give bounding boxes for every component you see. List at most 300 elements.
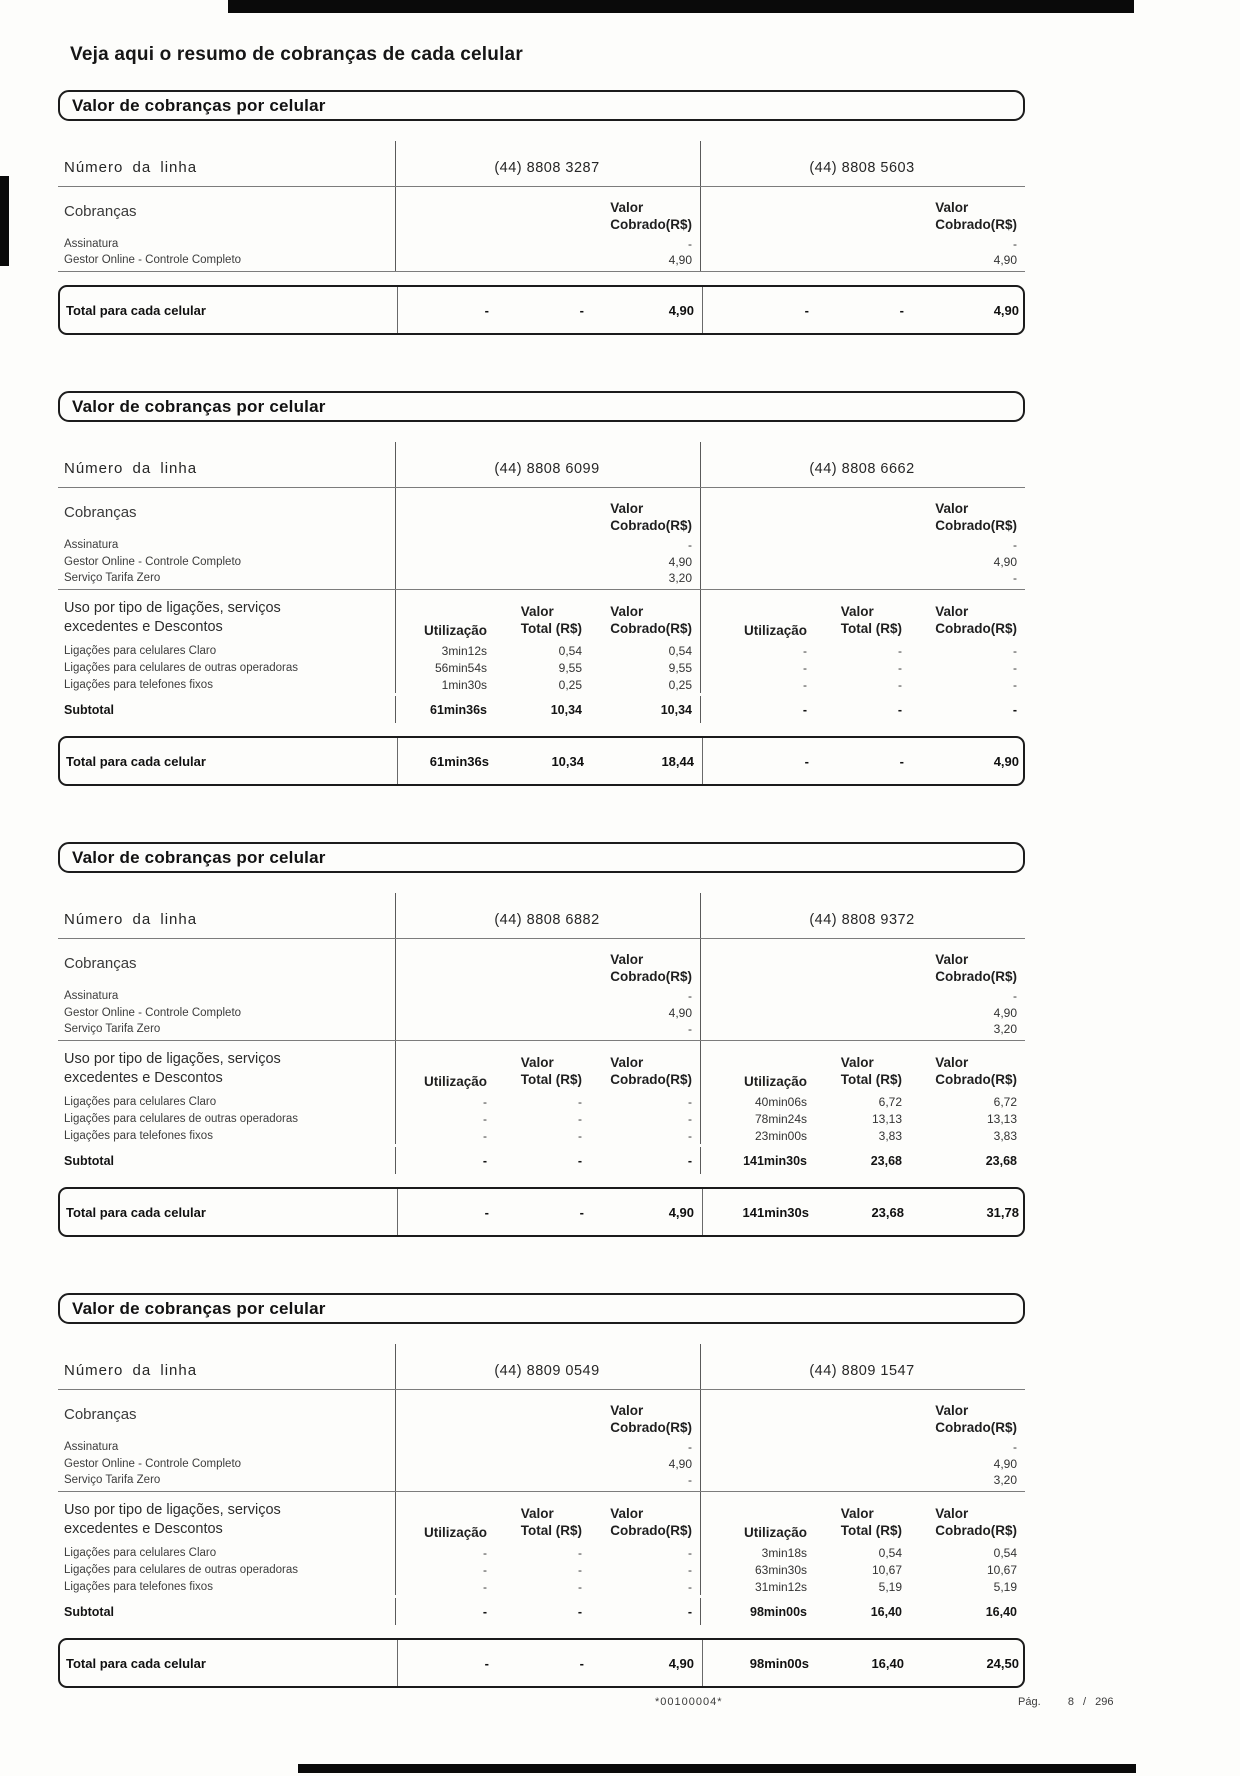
usage-value: 56min54s xyxy=(395,659,495,676)
line-number-row xyxy=(58,893,1025,939)
charge-row xyxy=(58,1438,1025,1455)
scan-artifact-left-strip xyxy=(0,176,9,266)
charge-section-3 xyxy=(58,842,1025,1237)
charge-value: - xyxy=(395,235,700,252)
cobrado-label: Cobrado(R$) xyxy=(610,621,692,637)
cobrado-label: Cobrado(R$) xyxy=(935,217,1017,233)
usage-value: - xyxy=(688,1111,692,1126)
section-title: Valor de cobranças por celular xyxy=(72,95,326,115)
page-title: Veja aqui o resumo de cobranças de cada celular xyxy=(70,44,523,65)
total-row-label: Total para cada celular xyxy=(66,753,206,769)
usage-value: - xyxy=(578,1579,582,1594)
usage-value: 13,13 xyxy=(986,1111,1017,1126)
valor-label: Valor xyxy=(520,604,554,620)
phone-number: (44) 8808 6882 xyxy=(395,893,700,938)
usage-value: 0,25 xyxy=(668,677,692,692)
total-value: 98min00s xyxy=(702,1640,817,1686)
total-row xyxy=(60,1189,1023,1235)
scan-artifact-bottom-bar xyxy=(298,1764,1136,1773)
subtotal-value: - xyxy=(577,1604,582,1619)
charges-table xyxy=(58,893,1025,1174)
charges-header-row xyxy=(58,1390,1025,1438)
charges-table xyxy=(58,1344,1025,1625)
line-number-label: Número da linha xyxy=(64,159,198,176)
charge-value: 4,90 xyxy=(395,1004,700,1021)
usage-value: - xyxy=(688,1545,692,1560)
line-number-label: Número da linha xyxy=(64,1362,198,1379)
usage-value: 10,67 xyxy=(871,1562,902,1577)
usage-row xyxy=(58,1110,1025,1127)
charge-row xyxy=(58,1004,1025,1021)
phone-number: (44) 8808 6662 xyxy=(700,442,1025,487)
usage-value: - xyxy=(688,1094,692,1109)
subtotal-value: 10,34 xyxy=(660,702,692,717)
usage-header-line2: excedentes e Descontos xyxy=(64,1521,223,1538)
phone-number: (44) 8808 6099 xyxy=(395,442,700,487)
usage-value: 3,83 xyxy=(878,1128,902,1143)
valor-cobrado-header xyxy=(590,1041,700,1093)
subtotal-row xyxy=(58,693,1025,723)
charge-row-label: Serviço Tarifa Zero xyxy=(64,572,161,584)
valor-label: Valor xyxy=(935,1403,969,1419)
charge-value: 4,90 xyxy=(700,252,1025,271)
charge-row xyxy=(58,570,1025,590)
valor-cobrado-header xyxy=(910,590,1025,642)
barcode-text: *00100004* xyxy=(655,1696,723,1708)
section-banner xyxy=(58,1293,1025,1324)
usage-value: - xyxy=(1013,643,1017,658)
charges-header-row xyxy=(58,187,1025,235)
usage-header-row xyxy=(58,1492,1025,1544)
valor-cobrado-header xyxy=(910,1041,1025,1093)
usage-value: 23min00s xyxy=(700,1127,815,1144)
usage-value: 3min18s xyxy=(700,1544,815,1561)
charge-value: - xyxy=(700,235,1025,252)
valor-label: Valor xyxy=(935,604,969,620)
cobrado-label: Cobrado(R$) xyxy=(935,1523,1017,1539)
charge-value: 3,20 xyxy=(395,570,700,589)
subtotal-value: - xyxy=(897,702,902,717)
usage-value: 10,67 xyxy=(986,1562,1017,1577)
charge-row xyxy=(58,235,1025,252)
usage-header-line1: Uso por tipo de ligações, serviços xyxy=(64,599,281,616)
subtotal-value: 16,40 xyxy=(985,1604,1017,1619)
usage-value: - xyxy=(395,1578,495,1595)
cobrado-label: Cobrado(R$) xyxy=(935,518,1017,534)
total-rs-label: Total (R$) xyxy=(840,621,902,637)
phone-number: (44) 8808 5603 xyxy=(700,141,1025,186)
line-number-label: Número da linha xyxy=(64,911,198,928)
subtotal-value: - xyxy=(687,1604,692,1619)
cobrado-label: Cobrado(R$) xyxy=(935,621,1017,637)
usage-value: 40min06s xyxy=(700,1093,815,1110)
total-row xyxy=(60,1640,1023,1686)
valor-total-header xyxy=(495,590,590,642)
total-value: 4,90 xyxy=(668,302,694,318)
usage-value: - xyxy=(700,676,815,693)
charge-row-label: Assinatura xyxy=(64,1440,119,1453)
valor-cobrado-header xyxy=(395,1390,700,1438)
total-value: 4,90 xyxy=(993,753,1019,769)
total-value: 4,90 xyxy=(993,302,1019,318)
utilizacao-header xyxy=(700,1492,815,1544)
page-number-value: 8 / 296 xyxy=(1067,1696,1114,1708)
usage-row-label: Ligações para celulares Claro xyxy=(64,1095,217,1108)
charge-row-label: Gestor Online - Controle Completo xyxy=(64,1457,242,1470)
usage-value: - xyxy=(395,1561,495,1578)
valor-label: Valor xyxy=(935,501,969,517)
valor-cobrado-header xyxy=(910,1492,1025,1544)
total-box xyxy=(58,736,1025,786)
charge-section-4 xyxy=(58,1293,1025,1688)
usage-value: - xyxy=(578,1094,582,1109)
total-value: - xyxy=(899,753,904,769)
charge-value: - xyxy=(700,1438,1025,1455)
utilizacao-label: Utilização xyxy=(423,1074,487,1089)
total-value: - xyxy=(702,738,817,784)
charge-row xyxy=(58,1021,1025,1041)
section-title: Valor de cobranças por celular xyxy=(72,396,326,416)
valor-label: Valor xyxy=(520,1506,554,1522)
total-value: - xyxy=(397,287,497,333)
cobrado-label: Cobrado(R$) xyxy=(935,1072,1017,1088)
subtotal-label: Subtotal xyxy=(64,1604,114,1619)
usage-row-label: Ligações para celulares Claro xyxy=(64,1546,217,1559)
usage-value: 0,25 xyxy=(558,677,582,692)
utilizacao-header xyxy=(700,1041,815,1093)
charge-value: - xyxy=(395,1438,700,1455)
usage-value: - xyxy=(700,659,815,676)
valor-cobrado-header xyxy=(590,1492,700,1544)
total-value: 61min36s xyxy=(397,738,497,784)
total-value: 141min30s xyxy=(702,1189,817,1235)
total-value: - xyxy=(899,302,904,318)
subtotal-value: 98min00s xyxy=(700,1598,815,1625)
total-value: 16,40 xyxy=(871,1655,904,1671)
valor-label: Valor xyxy=(935,1055,969,1071)
charge-row-label: Assinatura xyxy=(64,989,119,1002)
section-title: Valor de cobranças por celular xyxy=(72,1298,326,1318)
usage-value: - xyxy=(688,1579,692,1594)
charge-value: - xyxy=(395,1472,700,1491)
usage-header-line1: Uso por tipo de ligações, serviços xyxy=(64,1050,281,1067)
total-value: - xyxy=(702,287,817,333)
charge-value: - xyxy=(700,987,1025,1004)
subtotal-value: - xyxy=(577,1153,582,1168)
total-value: - xyxy=(579,1204,584,1220)
usage-header-label xyxy=(58,590,395,642)
subtotal-row xyxy=(58,1595,1025,1625)
charges-label: Cobranças xyxy=(64,202,137,220)
charge-value: 4,90 xyxy=(395,553,700,570)
valor-label: Valor xyxy=(610,501,644,517)
charge-row xyxy=(58,987,1025,1004)
subtotal-value: - xyxy=(395,1147,495,1174)
cobrado-label: Cobrado(R$) xyxy=(610,518,692,534)
utilizacao-header xyxy=(395,1041,495,1093)
valor-cobrado-header xyxy=(700,488,1025,536)
cobrado-label: Cobrado(R$) xyxy=(610,1523,692,1539)
charge-row xyxy=(58,1472,1025,1492)
charge-row-label: Assinatura xyxy=(64,237,119,250)
total-value: - xyxy=(397,1189,497,1235)
section-title: Valor de cobranças por celular xyxy=(72,847,326,867)
total-value: 4,90 xyxy=(668,1655,694,1671)
charge-row xyxy=(58,553,1025,570)
charge-row-label: Assinatura xyxy=(64,538,119,551)
subtotal-value: - xyxy=(687,1153,692,1168)
page-content xyxy=(58,44,1025,1688)
total-rs-label: Total (R$) xyxy=(520,1072,582,1088)
usage-value: 13,13 xyxy=(871,1111,902,1126)
valor-cobrado-header xyxy=(395,488,700,536)
utilizacao-label: Utilização xyxy=(743,1074,807,1089)
charge-row-label: Gestor Online - Controle Completo xyxy=(64,555,242,568)
charge-section-2 xyxy=(58,391,1025,786)
usage-value: 1min30s xyxy=(395,676,495,693)
charge-row-label: Serviço Tarifa Zero xyxy=(64,1023,161,1035)
usage-header-row xyxy=(58,1041,1025,1093)
usage-value: - xyxy=(688,1128,692,1143)
charge-value: - xyxy=(395,987,700,1004)
valor-total-header xyxy=(815,1041,910,1093)
valor-cobrado-header xyxy=(395,939,700,987)
usage-value: - xyxy=(395,1093,495,1110)
valor-label: Valor xyxy=(610,200,644,216)
subtotal-value: 141min30s xyxy=(700,1147,815,1174)
usage-value: - xyxy=(1013,660,1017,675)
utilizacao-header xyxy=(395,1492,495,1544)
valor-label: Valor xyxy=(610,604,644,620)
utilizacao-label: Utilização xyxy=(743,1525,807,1540)
usage-row xyxy=(58,1561,1025,1578)
total-row-label: Total para cada celular xyxy=(66,1655,206,1671)
line-number-row xyxy=(58,442,1025,488)
usage-value: 0,54 xyxy=(668,643,692,658)
charge-value: 4,90 xyxy=(700,1455,1025,1472)
subtotal-value: - xyxy=(700,696,815,723)
valor-label: Valor xyxy=(610,1506,644,1522)
total-row xyxy=(60,287,1023,333)
usage-header-line2: excedentes e Descontos xyxy=(64,1070,223,1087)
charge-value: 4,90 xyxy=(700,553,1025,570)
usage-header-line2: excedentes e Descontos xyxy=(64,619,223,636)
usage-value: 78min24s xyxy=(700,1110,815,1127)
utilizacao-header xyxy=(700,590,815,642)
valor-cobrado-header xyxy=(700,187,1025,235)
charges-label: Cobranças xyxy=(64,954,137,972)
subtotal-label: Subtotal xyxy=(64,1153,114,1168)
total-value: 10,34 xyxy=(551,753,584,769)
total-value: 18,44 xyxy=(661,753,694,769)
charge-value: 4,90 xyxy=(700,1004,1025,1021)
usage-value: - xyxy=(688,1562,692,1577)
page-number-label: Pág. xyxy=(1018,1696,1041,1708)
section-banner xyxy=(58,90,1025,121)
charge-value: - xyxy=(700,536,1025,553)
valor-label: Valor xyxy=(520,1055,554,1071)
charge-value: 4,90 xyxy=(395,252,700,271)
usage-row-label: Ligações para celulares de outras operadoras xyxy=(64,1112,298,1125)
valor-cobrado-header xyxy=(590,590,700,642)
phone-number: (44) 8808 9372 xyxy=(700,893,1025,938)
scan-artifact-top-bar xyxy=(228,0,1134,13)
valor-cobrado-header xyxy=(395,187,700,235)
charge-value: 3,20 xyxy=(700,1021,1025,1040)
cobrado-label: Cobrado(R$) xyxy=(610,217,692,233)
charge-value: - xyxy=(395,1021,700,1040)
total-value: - xyxy=(397,1640,497,1686)
valor-total-header xyxy=(495,1492,590,1544)
line-number-row xyxy=(58,1344,1025,1390)
usage-value: 5,19 xyxy=(878,1579,902,1594)
cobrado-label: Cobrado(R$) xyxy=(610,1072,692,1088)
usage-value: - xyxy=(578,1128,582,1143)
usage-row xyxy=(58,1544,1025,1561)
valor-label: Valor xyxy=(840,1506,874,1522)
valor-label: Valor xyxy=(610,1403,644,1419)
usage-value: - xyxy=(395,1127,495,1144)
usage-row-label: Ligações para celulares de outras operadoras xyxy=(64,1563,298,1576)
total-rs-label: Total (R$) xyxy=(520,1523,582,1539)
usage-row-label: Ligações para telefones fixos xyxy=(64,1580,213,1593)
total-value: - xyxy=(579,1655,584,1671)
valor-label: Valor xyxy=(610,1055,644,1071)
charge-row xyxy=(58,536,1025,553)
charges-table xyxy=(58,442,1025,723)
charges-table xyxy=(58,141,1025,272)
usage-value: 0,54 xyxy=(558,643,582,658)
line-number-row xyxy=(58,141,1025,187)
total-value: 24,50 xyxy=(986,1655,1019,1671)
utilizacao-label: Utilização xyxy=(423,1525,487,1540)
usage-value: 5,19 xyxy=(993,1579,1017,1594)
charge-row xyxy=(58,1455,1025,1472)
usage-header-line1: Uso por tipo de ligações, serviços xyxy=(64,1501,281,1518)
total-row-label: Total para cada celular xyxy=(66,1204,206,1220)
phone-number: (44) 8809 0549 xyxy=(395,1344,700,1389)
usage-value: 9,55 xyxy=(558,660,582,675)
usage-value: - xyxy=(700,642,815,659)
phone-number: (44) 8808 3287 xyxy=(395,141,700,186)
total-value: 31,78 xyxy=(986,1204,1019,1220)
line-number-label: Número da linha xyxy=(64,460,198,477)
usage-row xyxy=(58,642,1025,659)
subtotal-value: 23,68 xyxy=(985,1153,1017,1168)
usage-row xyxy=(58,1093,1025,1110)
section-banner xyxy=(58,842,1025,873)
valor-label: Valor xyxy=(610,952,644,968)
charges-label: Cobranças xyxy=(64,503,137,521)
usage-value: - xyxy=(395,1110,495,1127)
usage-value: 6,72 xyxy=(878,1094,902,1109)
usage-value: - xyxy=(395,1544,495,1561)
usage-value: - xyxy=(898,677,902,692)
subtotal-label: Subtotal xyxy=(64,702,114,717)
subtotal-value: 16,40 xyxy=(870,1604,902,1619)
charge-row xyxy=(58,252,1025,272)
usage-value: - xyxy=(578,1562,582,1577)
usage-header-label xyxy=(58,1041,395,1093)
charge-row-label: Gestor Online - Controle Completo xyxy=(64,1006,242,1019)
total-rs-label: Total (R$) xyxy=(840,1072,902,1088)
usage-value: 9,55 xyxy=(668,660,692,675)
charges-label: Cobranças xyxy=(64,1405,137,1423)
usage-value: - xyxy=(898,660,902,675)
usage-value: 6,72 xyxy=(993,1094,1017,1109)
subtotal-value: 61min36s xyxy=(395,696,495,723)
usage-row xyxy=(58,676,1025,693)
total-box xyxy=(58,1638,1025,1688)
usage-value: 0,54 xyxy=(993,1545,1017,1560)
usage-row-label: Ligações para celulares de outras operadoras xyxy=(64,661,298,674)
charge-value: - xyxy=(700,570,1025,589)
charge-section-1 xyxy=(58,90,1025,335)
valor-label: Valor xyxy=(840,604,874,620)
charge-row-label: Serviço Tarifa Zero xyxy=(64,1474,161,1486)
usage-row xyxy=(58,659,1025,676)
total-row-label: Total para cada celular xyxy=(66,302,206,318)
total-box xyxy=(58,285,1025,335)
utilizacao-header xyxy=(395,590,495,642)
section-banner xyxy=(58,391,1025,422)
subtotal-row xyxy=(58,1144,1025,1174)
valor-total-header xyxy=(815,1492,910,1544)
usage-value: - xyxy=(578,1545,582,1560)
usage-value: 0,54 xyxy=(878,1545,902,1560)
page-number xyxy=(1018,1696,1113,1708)
subtotal-value: - xyxy=(1012,702,1017,717)
total-row xyxy=(60,738,1023,784)
usage-header-label xyxy=(58,1492,395,1544)
phone-number: (44) 8809 1547 xyxy=(700,1344,1025,1389)
total-rs-label: Total (R$) xyxy=(840,1523,902,1539)
valor-cobrado-header xyxy=(700,1390,1025,1438)
valor-total-header xyxy=(495,1041,590,1093)
cobrado-label: Cobrado(R$) xyxy=(610,1420,692,1436)
charge-value: 4,90 xyxy=(395,1455,700,1472)
total-value: - xyxy=(579,302,584,318)
usage-row-label: Ligações para telefones fixos xyxy=(64,678,213,691)
valor-total-header xyxy=(815,590,910,642)
valor-cobrado-header xyxy=(700,939,1025,987)
valor-label: Valor xyxy=(840,1055,874,1071)
charge-value: 3,20 xyxy=(700,1472,1025,1491)
total-value: 23,68 xyxy=(871,1204,904,1220)
usage-row-label: Ligações para telefones fixos xyxy=(64,1129,213,1142)
cobrado-label: Cobrado(R$) xyxy=(935,969,1017,985)
charges-header-row xyxy=(58,939,1025,987)
usage-value: 31min12s xyxy=(700,1578,815,1595)
usage-value: 63min30s xyxy=(700,1561,815,1578)
valor-label: Valor xyxy=(935,1506,969,1522)
usage-value: 3,83 xyxy=(993,1128,1017,1143)
subtotal-value: 23,68 xyxy=(870,1153,902,1168)
page-footer xyxy=(0,1694,1240,1714)
usage-row-label: Ligações para celulares Claro xyxy=(64,644,217,657)
usage-value: - xyxy=(578,1111,582,1126)
utilizacao-label: Utilização xyxy=(743,623,807,638)
usage-header-row xyxy=(58,590,1025,642)
utilizacao-label: Utilização xyxy=(423,623,487,638)
usage-value: - xyxy=(898,643,902,658)
total-rs-label: Total (R$) xyxy=(520,621,582,637)
cobrado-label: Cobrado(R$) xyxy=(610,969,692,985)
usage-value: 3min12s xyxy=(395,642,495,659)
usage-value: - xyxy=(1013,677,1017,692)
usage-row xyxy=(58,1127,1025,1144)
charge-value: - xyxy=(395,536,700,553)
